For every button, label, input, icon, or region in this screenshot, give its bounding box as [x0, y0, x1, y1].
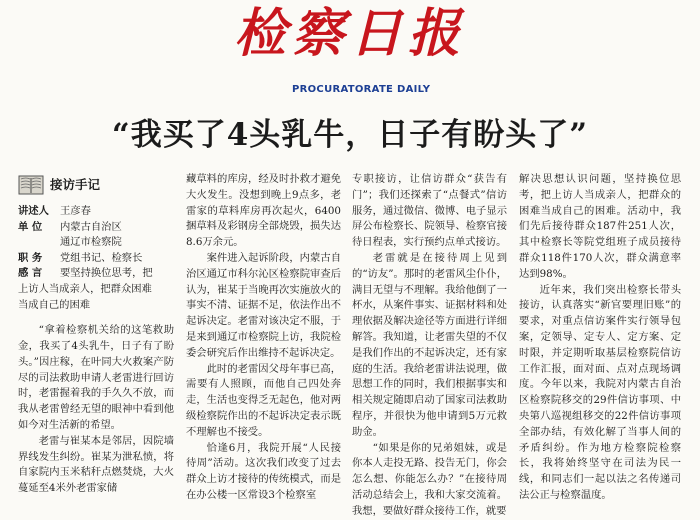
- paragraph: 藏草料的库房，经及时扑救才避免大火发生。没想到晚上9点多，老雷家的草料库房再次起火，6400捆草料及彩钢房全部烧毁，损失达8.6万余元。: [186, 173, 341, 249]
- open-book-icon: [18, 174, 44, 196]
- article-column-3: [352, 172, 507, 517]
- meta-remarks-continued: [18, 282, 174, 313]
- meta-row-remarks: [18, 266, 174, 282]
- meta-value: 王彦春: [60, 205, 91, 217]
- paragraph: 此时的老雷因父母年事已高，需要有人照顾，而他自己四处奔走，生活也变得乏无起色，他对两级检察院作出的不起诉决定表示既不理解也不接受。: [186, 362, 341, 438]
- meta-value: 当成自己的困难: [18, 298, 91, 311]
- meta-key: 职 务: [18, 251, 43, 264]
- masthead-title: 检察日报: [233, 4, 466, 64]
- article-column-2: [186, 172, 341, 501]
- meta-value: 要坚持换位思考，把: [60, 267, 153, 280]
- paragraph: 老雷就是在接待周上见到的“访友”。那时的老雷风尘仆仆，满目无望与不理解。我给他倒了一杯水，从案件事实、证据材料和处理依据及解决途径等方面进行详细解答。我知道，让老雷失望的不仅是我们作出的不起诉决定，还有家庭的生活。我给老雷讲法说理，做思想工作的同时，我们根据事实和相关规定随即启动了国家司法救助程序，并很快为他申请到5万元救助金。: [352, 251, 507, 438]
- meta-value: 上访人当成亲人，把群众困难: [18, 282, 152, 295]
- paragraph: 近年来，我们突出检察长带头接访，认真落实“新官要理旧账”的要求，对重点信访案件实行领导包案，定领导、定专人、定方案、定时限，并定期听取基层检察院信访工作汇报，面对面、点对点现场调度。今年以来，我院对内蒙古自治区检察院移交的29件信访事项、中央第八巡视组移交的22件信访事项全部办结，有效化解了当事人间的矛盾纠纷。作为地方检察院检察长，我将始终坚守在司法为民一线，和同志们一起以法之名传递司法公正与检察温度。: [519, 283, 681, 501]
- meta-row-position: [18, 251, 174, 267]
- paragraph: 专职接访，让信访群众“获告有门”；我们还探索了“点餐式”信访服务，通过微信、微博、电子显示屏公布检察长、院领导、检察官接待日程表，实行预约点单式接访。: [352, 173, 507, 249]
- meta-value: 党组书记、检察长: [60, 251, 143, 264]
- article-column-1: [18, 172, 174, 495]
- meta-value: 通辽市检察院: [60, 236, 122, 249]
- paragraph: 恰逢6月，我院开展“人民接待周”活动。这次我们改变了过去群众上访才接待的传统模式，而是在办公楼一区常设3个检察室: [186, 441, 341, 501]
- meta-key: 讲述人: [18, 205, 49, 217]
- meta-row-speaker: [18, 204, 174, 220]
- article-column-4: [519, 172, 681, 501]
- meta-key: 感 言: [18, 267, 43, 280]
- article-headline: “我买了4头乳牛，日子有盼头了”: [111, 117, 589, 153]
- masthead-subtitle: PROCURATORATE DAILY: [292, 84, 431, 95]
- speaker-info: [18, 204, 174, 313]
- column-tag: [18, 174, 174, 196]
- paragraph: 案件进入起诉阶段，内蒙古自治区通辽市科尔沁区检察院审查后认为，崔某于当晚再次实施放火的事实不清、证据不足，依法作出不起诉决定。老雷对该决定不服，于是来到通辽市检察院上访，我院检委会研究后作出维持不起诉决定。: [186, 251, 341, 359]
- paragraph: “如果是你的兄弟姐妹，或是你本人走投无路、投告无门，你会怎么想、你能怎么办？”在接待周活动总结会上，我和大家交流着。我想，要做好群众接待工作，就要: [352, 441, 507, 517]
- paragraph: 解决思想认识问题，坚持换位思考，把上访人当成亲人，把群众的困难当成自己的困难。活动中，我们先后接待群众187件251人次，其中检察长等院党组班子成员接待群众118件170人次，群众满意率达到98%。: [519, 173, 681, 280]
- column-tag-label: 接访手记: [50, 177, 101, 193]
- meta-key: 单 位: [18, 220, 43, 233]
- paragraph: “拿着检察机关给的这笔救助金，我买了4头乳牛，日子有了盼头。”因庄稼，在叶同大火救案产防尽的司法救助申请人老雷进行回访时，老雷握着我的手久久不放，而我从老雷曾经无望的眼神中看到他如今对生活新的希望。: [18, 324, 174, 431]
- meta-value: 内蒙古自治区: [60, 220, 122, 233]
- paragraph: 老雷与崔某本是邻居，因院墙界线发生纠纷。崔某为泄私愤，将自家院内玉米秸秆点燃焚烧，大火蔓延至4米外老雷家储: [18, 434, 174, 495]
- masthead: [0, 4, 700, 64]
- meta-row-unit: [18, 220, 174, 251]
